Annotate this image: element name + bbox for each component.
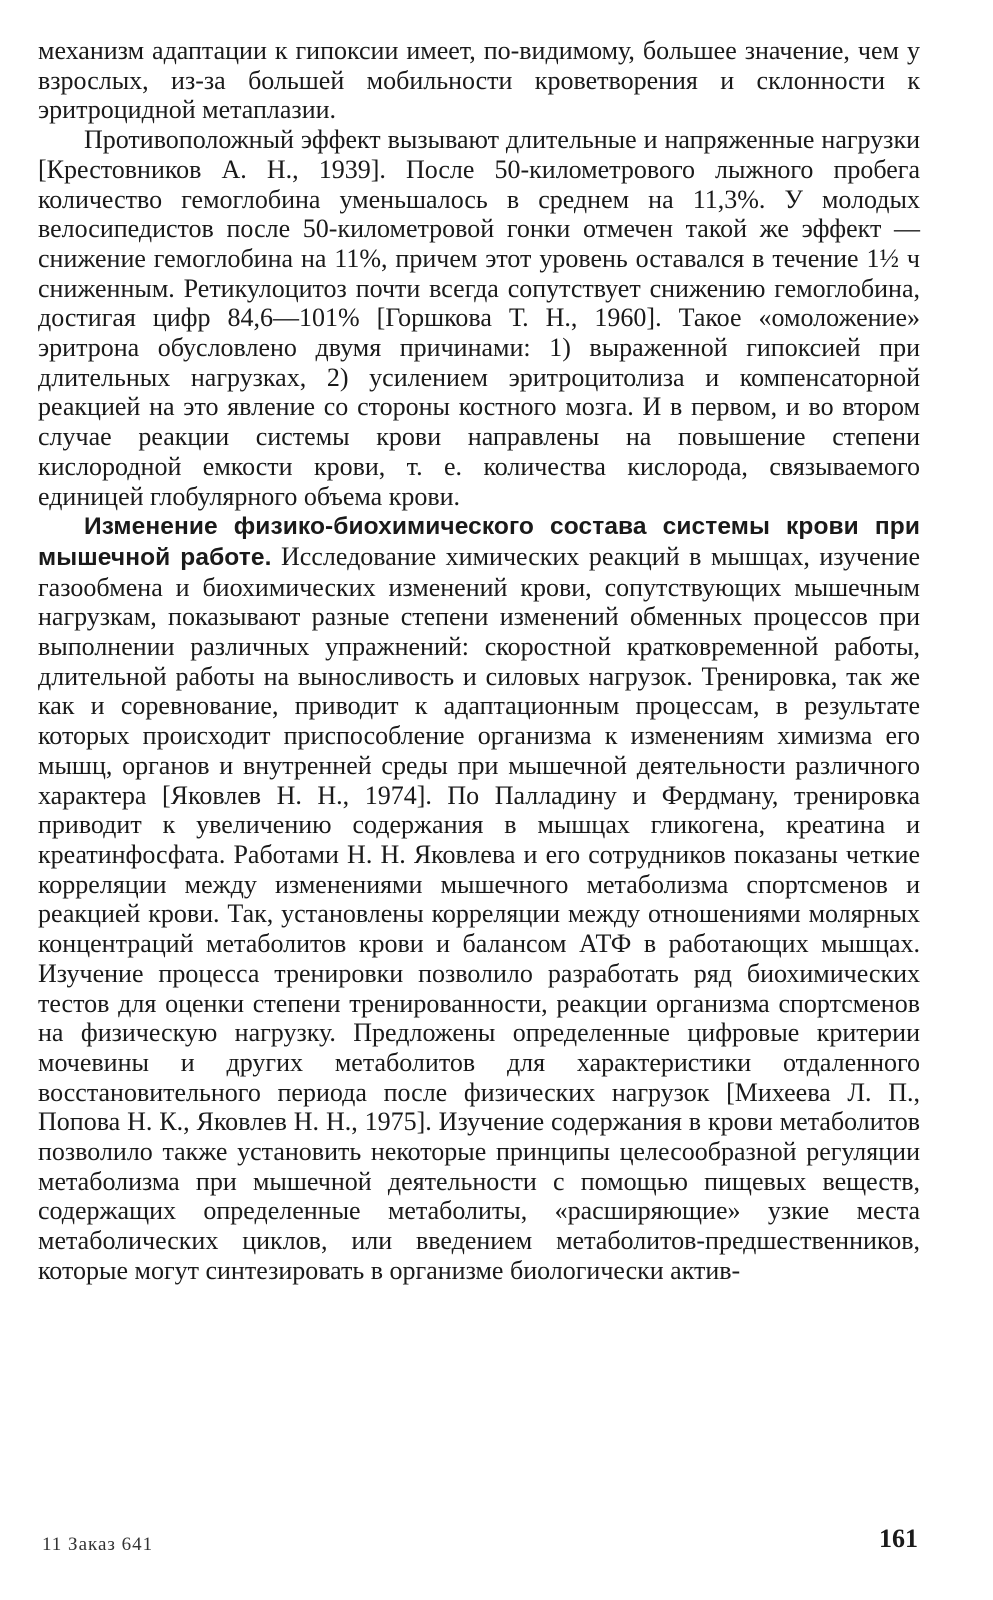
paragraph-biochemical-changes [38,511,920,1285]
page-footer [38,1524,920,1556]
book-page [38,36,920,1566]
printer-signature: 11 Заказ 641 [42,1534,154,1555]
page-number: 161 [879,1524,918,1553]
section-run-in-heading: Изменение физико-биохимического состава системы крови при мышечной работе. [38,513,920,571]
paragraph-hemoglobin-loads: Противоположный эффект вызывают длительные и напряженные нагрузки [Крестовников А. Н., 1939]. После 50-километрового лыжного пробега количество гемоглобина уменьшалось в среднем на 11,3%. У молодых велосипедистов после 50-километровой гонки отмечен такой же эффект — снижение гемоглобина на 11%, причем этот уровень оставался в течение 1½ ч сниженным. Ретикулоцитоз почти всегда сопутствует снижению гемоглобина, достигая цифр 84,6—101% [Горшкова Т. Н., 1960]. Такое «омоложение» эритрона обусловлено двумя причинами: 1) выраженной гипоксией при длительных нагрузках, 2) усилением эритроцитолиза и компенсаторной реакцией на это явление со стороны костного мозга. И в первом, и во втором случае реакции системы крови направлены на повышение степени кислородной емкости крови, т. е. количества кислорода, связываемого единицей глобулярного объема крови. [38,125,920,511]
section-body-text: Исследование химических реакций в мышцах, изучение газообмена и биохимических изменений крови, сопутствующих мышечным нагрузкам, показывают разные степени изменений обменных процессов при выполнении различных упражнений: скоростной кратковременной работы, длительной работы на выносливость и силовых нагрузок. Тренировка, так же как и соревнование, приводит к адаптационным процессам, в результате которых происходит приспособление организма к изменениям химизма его мышц, органов и внутренней среды при мышечной деятельности различного характера [Яковлев Н. Н., 1974]. По Палладину и Фердману, тренировка приводит к увеличению содержания в мышцах гликогена, креатина и креатинфосфата. Работами Н. Н. Яковлева и его сотрудников показаны четкие корреляции между изменениями мышечного метаболизма спортсменов и реакцией крови. Так, установлены корреляции между отношениями молярных концентраций метаболитов крови и балансом АТФ в работающих мышцах. Изучение процесса тренировки позволило разработать ряд биохимических тестов для оценки степени тренированности, реакции организма спортсменов на физическую нагрузку. Предложены определенные цифровые критерии мочевины и других метаболитов для характеристики отдаленного восстановительного периода после физических нагрузок [Михеева Л. П., Попова Н. К., Яковлев Н. Н., 1975]. Изучение содержания в крови метаболитов позволило также установить некоторые принципы целесообразной регуляции метаболизма при мышечной деятельности с помощью пищевых веществ, содержащих определенные метаболиты, «расширяющие» узкие места метаболических циклов, или введением метаболитов-предшественников, которые могут синтезировать в организме биологически актив- [38,541,921,1285]
paragraph-continuation: механизм адаптации к гипоксии имеет, по-видимому, большее значение, чем у взрослых, из-за большей мобильности кроветворения и склонности к эритроцидной метаплазии. [38,36,920,125]
